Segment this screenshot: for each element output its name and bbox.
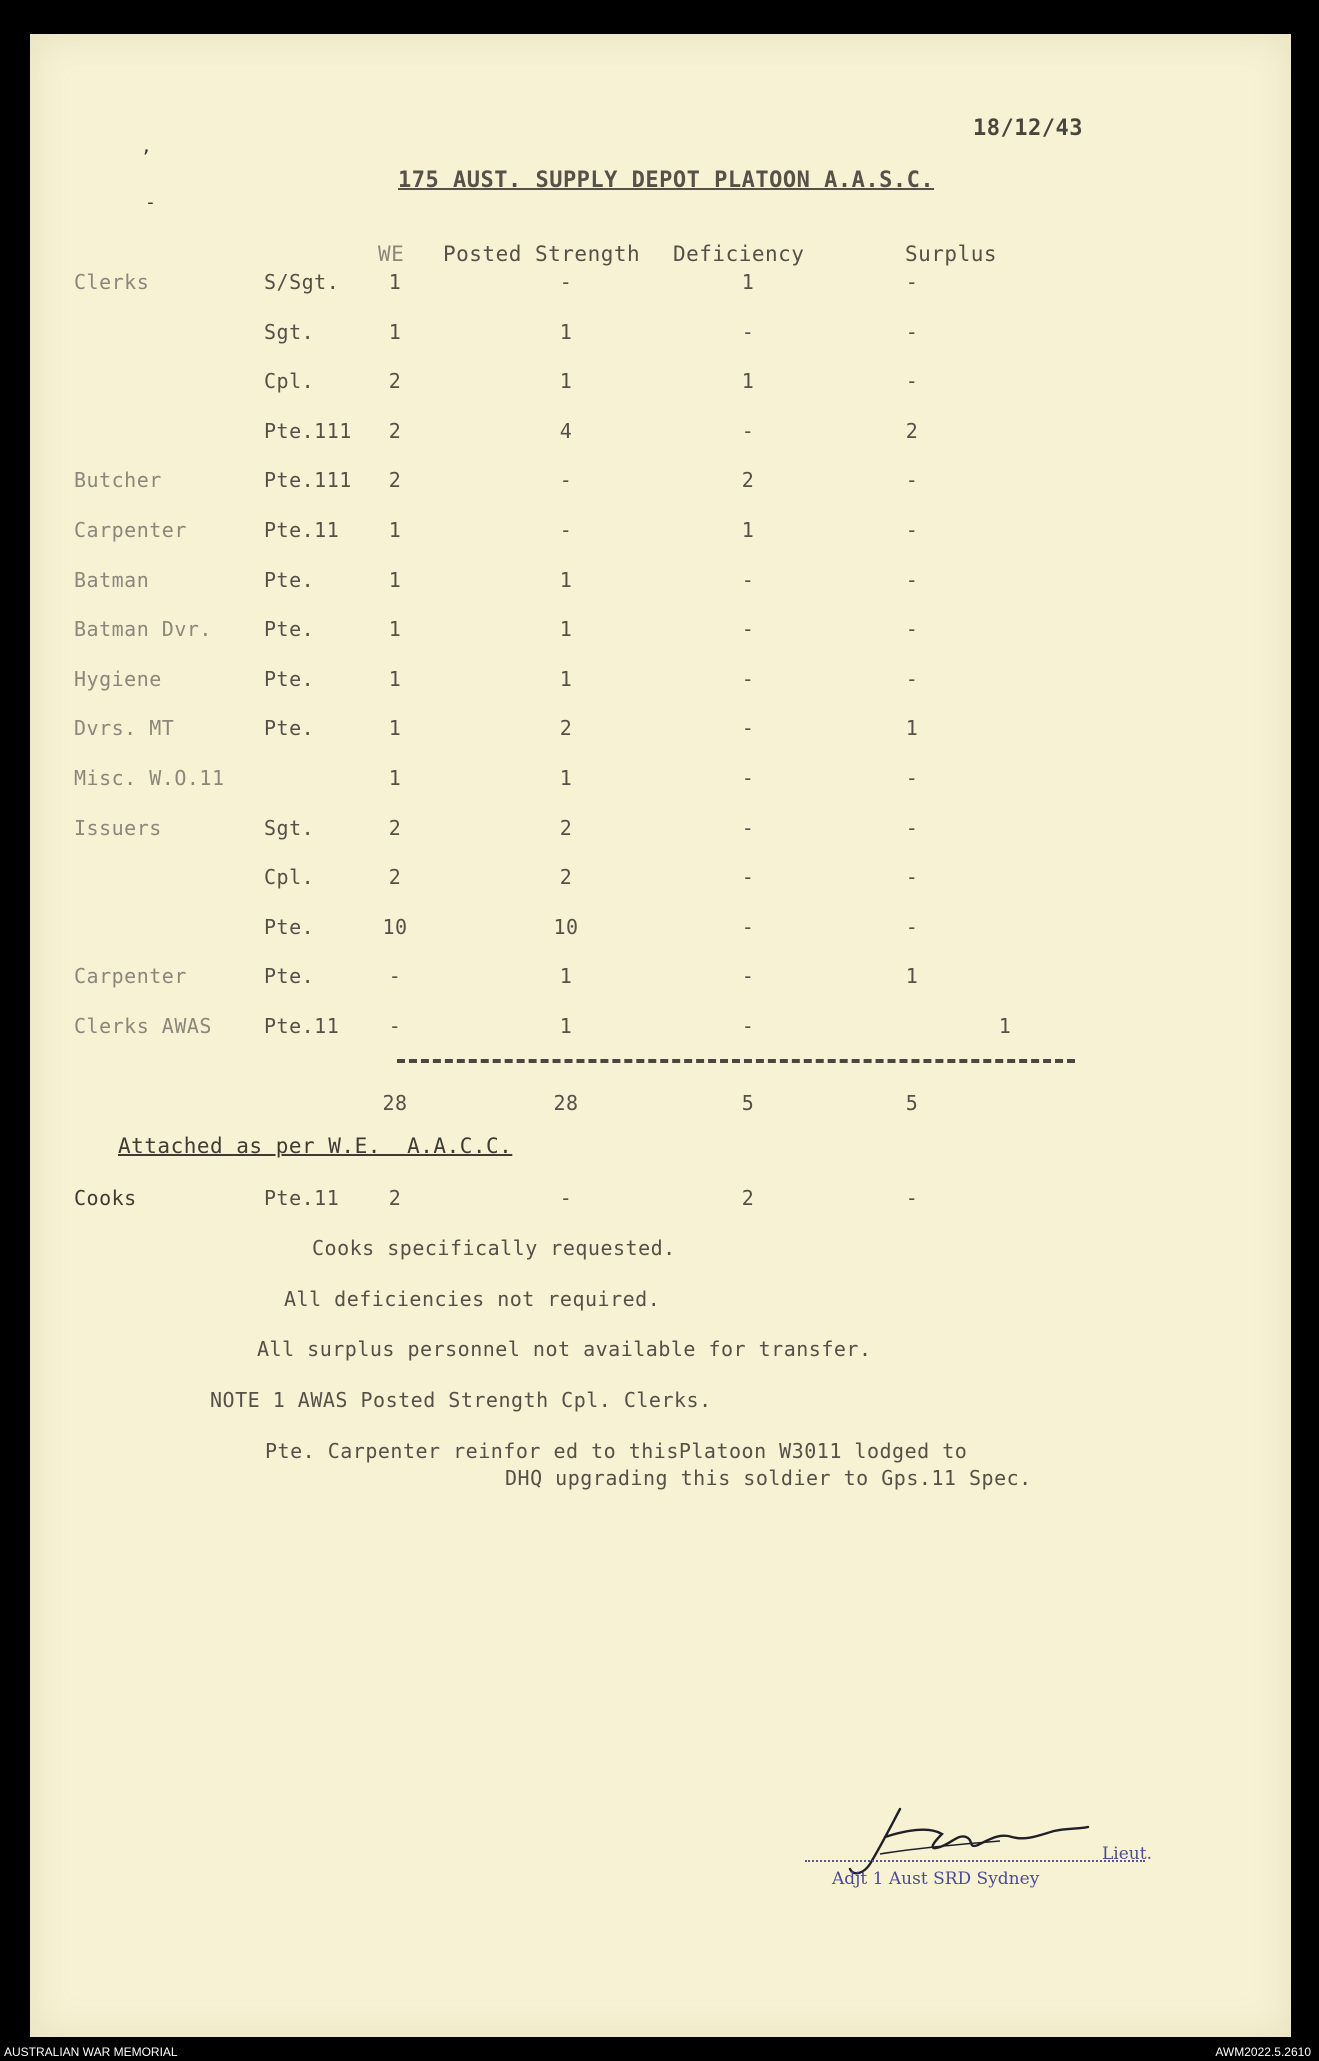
document-title: 175 AUST. SUPPLY DEPOT PLATOON A.A.S.C. xyxy=(398,168,935,193)
totals-divider xyxy=(397,1059,1075,1063)
header-we: WE xyxy=(378,242,405,266)
row-we: 1 xyxy=(388,270,402,294)
document-date: 18/12/43 xyxy=(973,116,1083,141)
document-page xyxy=(30,34,1291,2037)
total-surplus: 5 xyxy=(905,1091,919,1115)
row-we: 1 xyxy=(388,766,402,790)
row-posted: 1 xyxy=(559,1014,573,1038)
row-we: 2 xyxy=(388,865,402,889)
note-line: All surplus personnel not available for transfer. xyxy=(257,1337,872,1361)
row-deficiency: - xyxy=(741,716,755,740)
row-trade: Butcher xyxy=(74,468,162,492)
header-deficiency: Deficiency xyxy=(673,242,805,266)
row-deficiency: - xyxy=(741,816,755,840)
row-trade: Misc. W.O.11 xyxy=(74,766,225,790)
row-deficiency: - xyxy=(741,964,755,988)
row-surplus: - xyxy=(905,518,919,542)
row-rank: Pte. xyxy=(264,667,315,691)
attached-rank: Pte.11 xyxy=(264,1186,340,1210)
row-trade: Clerks AWAS xyxy=(74,1014,212,1038)
row-surplus: 1 xyxy=(905,964,919,988)
row-rank: Pte.11 xyxy=(264,1014,340,1038)
header-surplus: Surplus xyxy=(905,242,998,266)
row-deficiency: 1 xyxy=(741,369,755,393)
row-rank: Sgt. xyxy=(264,320,315,344)
row-we: - xyxy=(388,964,402,988)
row-posted: 1 xyxy=(559,964,573,988)
row-deficiency: - xyxy=(741,766,755,790)
row-trade: Carpenter xyxy=(74,964,187,988)
ink-mark: - xyxy=(145,192,156,213)
row-we: 2 xyxy=(388,369,402,393)
row-we: 2 xyxy=(388,468,402,492)
footer-institution: AUSTRALIAN WAR MEMORIAL xyxy=(4,2045,178,2059)
row-deficiency: 1 xyxy=(741,518,755,542)
row-surplus: - xyxy=(905,369,919,393)
row-rank: Pte. xyxy=(264,915,315,939)
row-posted: 2 xyxy=(559,865,573,889)
row-rank: Sgt. xyxy=(264,816,315,840)
row-trade: Clerks xyxy=(74,270,150,294)
row-surplus: - xyxy=(905,270,919,294)
row-we: 1 xyxy=(388,320,402,344)
total-we: 28 xyxy=(382,1091,408,1115)
row-rank: Pte. xyxy=(264,964,315,988)
total-deficiency: 5 xyxy=(741,1091,755,1115)
row-deficiency: - xyxy=(741,568,755,592)
row-surplus: 1 xyxy=(998,1014,1012,1038)
attached-surplus: - xyxy=(905,1186,919,1210)
row-we: 1 xyxy=(388,617,402,641)
ink-mark: , xyxy=(141,136,152,157)
note-line: NOTE 1 AWAS Posted Strength Cpl. Clerks. xyxy=(210,1388,712,1412)
row-posted: 1 xyxy=(559,568,573,592)
row-surplus: 1 xyxy=(905,716,919,740)
row-trade: Issuers xyxy=(74,816,162,840)
note-line: Pte. Carpenter reinfor ed to thisPlatoon W3011 lodged to xyxy=(265,1439,968,1463)
row-rank: Pte.11 xyxy=(264,518,340,542)
adjutant-stamp: Adjt 1 Aust SRD Sydney xyxy=(832,1869,1040,1889)
row-rank: Cpl. xyxy=(264,865,315,889)
row-posted: 10 xyxy=(553,915,579,939)
attached-we: 2 xyxy=(388,1186,402,1210)
row-posted: 4 xyxy=(559,419,573,443)
note-line: Cooks specifically requested. xyxy=(312,1236,676,1260)
header-posted-strength: Posted Strength xyxy=(443,242,641,266)
row-trade: Hygiene xyxy=(74,667,162,691)
row-trade: Batman xyxy=(74,568,150,592)
note-line: DHQ upgrading this soldier to Gps.11 Spec. xyxy=(505,1466,1032,1490)
row-posted: 1 xyxy=(559,320,573,344)
attached-posted: - xyxy=(559,1186,573,1210)
row-we: 10 xyxy=(382,915,408,939)
row-trade: Batman Dvr. xyxy=(74,617,212,641)
attached-deficiency: 2 xyxy=(741,1186,755,1210)
row-deficiency: - xyxy=(741,667,755,691)
row-posted: - xyxy=(559,518,573,542)
row-surplus: - xyxy=(905,816,919,840)
attached-trade: Cooks xyxy=(74,1186,137,1210)
row-posted: 1 xyxy=(559,369,573,393)
row-surplus: - xyxy=(905,865,919,889)
row-deficiency: - xyxy=(741,865,755,889)
row-we: 1 xyxy=(388,667,402,691)
row-rank: Cpl. xyxy=(264,369,315,393)
row-we: 2 xyxy=(388,419,402,443)
row-surplus: - xyxy=(905,915,919,939)
row-surplus: - xyxy=(905,468,919,492)
row-posted: - xyxy=(559,270,573,294)
row-posted: 1 xyxy=(559,617,573,641)
row-rank: Pte. xyxy=(264,617,315,641)
row-posted: 1 xyxy=(559,667,573,691)
row-rank: S/Sgt. xyxy=(264,270,340,294)
row-surplus: - xyxy=(905,667,919,691)
row-we: 1 xyxy=(388,716,402,740)
row-we: - xyxy=(388,1014,402,1038)
attached-heading: Attached as per W.E. A.A.C.C. xyxy=(118,1134,513,1158)
row-we: 2 xyxy=(388,816,402,840)
signature-rank: Lieut. xyxy=(1102,1844,1152,1864)
row-deficiency: - xyxy=(741,419,755,443)
row-rank: Pte.111 xyxy=(264,468,352,492)
row-deficiency: 2 xyxy=(741,468,755,492)
row-surplus: 2 xyxy=(905,419,919,443)
row-surplus: - xyxy=(905,766,919,790)
row-surplus: - xyxy=(905,320,919,344)
row-we: 1 xyxy=(388,518,402,542)
row-rank: Pte.111 xyxy=(264,419,352,443)
row-surplus: - xyxy=(905,617,919,641)
total-posted: 28 xyxy=(553,1091,579,1115)
row-deficiency: - xyxy=(741,915,755,939)
row-surplus: - xyxy=(905,568,919,592)
row-posted: - xyxy=(559,468,573,492)
row-trade: Dvrs. MT xyxy=(74,716,175,740)
row-posted: 2 xyxy=(559,816,573,840)
row-rank: Pte. xyxy=(264,568,315,592)
row-rank: Pte. xyxy=(264,716,315,740)
footer-reference: AWM2022.5.2610 xyxy=(1215,2045,1311,2059)
row-deficiency: - xyxy=(741,1014,755,1038)
row-we: 1 xyxy=(388,568,402,592)
row-trade: Carpenter xyxy=(74,518,187,542)
signature-line xyxy=(805,1860,1145,1862)
row-posted: 1 xyxy=(559,766,573,790)
row-deficiency: - xyxy=(741,617,755,641)
row-posted: 2 xyxy=(559,716,573,740)
note-line: All deficiencies not required. xyxy=(284,1287,661,1311)
row-deficiency: - xyxy=(741,320,755,344)
row-deficiency: 1 xyxy=(741,270,755,294)
